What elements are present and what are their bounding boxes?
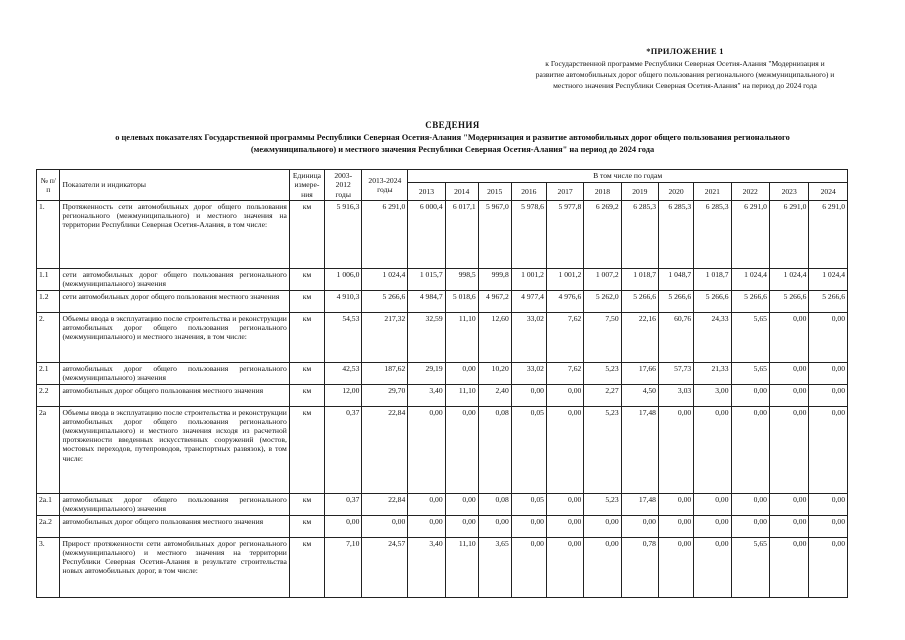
value-year: 5 967,0 xyxy=(478,201,511,269)
value-year: 1 018,7 xyxy=(621,269,658,291)
value-year: 0,00 xyxy=(809,494,848,516)
value-year: 5 978,6 xyxy=(511,201,546,269)
value-year: 0,00 xyxy=(731,516,769,538)
row-number: 1. xyxy=(37,201,60,269)
value-year: 17,48 xyxy=(621,407,658,494)
value-2013-2024: 5 266,6 xyxy=(362,291,408,313)
value-year: 6 285,3 xyxy=(658,201,693,269)
value-year: 5 977,8 xyxy=(546,201,583,269)
value-year: 2,27 xyxy=(584,385,621,407)
value-2003-2012: 1 006,0 xyxy=(325,269,362,291)
table-row xyxy=(37,407,848,494)
value-year: 60,76 xyxy=(658,313,693,363)
value-year: 32,59 xyxy=(408,313,445,363)
value-year: 12,60 xyxy=(478,313,511,363)
value-year: 7,62 xyxy=(546,363,583,385)
header-indicator: Показатели и индикаторы xyxy=(60,170,289,201)
value-year: 17,66 xyxy=(621,363,658,385)
value-year: 0,00 xyxy=(658,407,693,494)
value-year: 0,00 xyxy=(809,538,848,598)
value-year: 0,00 xyxy=(546,494,583,516)
value-year: 0,00 xyxy=(621,516,658,538)
value-year: 5 266,6 xyxy=(769,291,808,313)
value-year: 6 285,3 xyxy=(694,201,731,269)
value-year: 1 048,7 xyxy=(658,269,693,291)
value-year: 0,00 xyxy=(731,407,769,494)
header-year: 2014 xyxy=(445,183,478,201)
unit-cell: км xyxy=(289,313,324,363)
document-title xyxy=(30,119,875,156)
row-number: 3. xyxy=(37,538,60,598)
value-year: 3,00 xyxy=(694,385,731,407)
value-year: 5 018,6 xyxy=(445,291,478,313)
title-line: о целевых показателях Государственной программы Республики Северная Осетия-Алания "Модернизация и развитие автомобильных дорог общего пользования регионального xyxy=(115,133,790,143)
appendix-line: развитие автомобильных дорог общего пользования регионального (межмуниципального) и xyxy=(535,70,835,80)
row-number: 1.1 xyxy=(37,269,60,291)
value-year: 0,00 xyxy=(769,538,808,598)
value-year: 6 017,1 xyxy=(445,201,478,269)
value-year: 0,00 xyxy=(769,363,808,385)
value-year: 5,23 xyxy=(584,363,621,385)
unit-cell: км xyxy=(289,494,324,516)
unit-cell: км xyxy=(289,385,324,407)
value-year: 7,50 xyxy=(584,313,621,363)
value-year: 0,00 xyxy=(511,516,546,538)
value-year: 0,00 xyxy=(445,407,478,494)
unit-cell: км xyxy=(289,201,324,269)
appendix-heading: *ПРИЛОЖЕНИЕ 1 xyxy=(646,47,724,56)
value-year: 3,65 xyxy=(478,538,511,598)
value-year: 22,16 xyxy=(621,313,658,363)
indicator-name: Объемы ввода в эксплуатацию после строительства и реконструкции автомобильных дорог общего пользования регионального (межмуниципального) и местного значения исходя из расчетной протяженности введенных искусственных сооружений (мостов, мостовых переходов, путепроводов, транспортных развязок), в том числе: xyxy=(60,407,289,494)
value-2003-2012: 7,10 xyxy=(325,538,362,598)
value-year: 0,00 xyxy=(809,363,848,385)
value-year: 0,00 xyxy=(408,407,445,494)
unit-cell: км xyxy=(289,516,324,538)
indicator-name: автомобильных дорог общего пользования регионального (межмуниципального) значения xyxy=(60,494,289,516)
value-year: 0,08 xyxy=(478,407,511,494)
header-year: 2022 xyxy=(731,183,769,201)
value-year: 5 266,6 xyxy=(658,291,693,313)
value-year: 6 291,0 xyxy=(769,201,808,269)
value-year: 1 024,4 xyxy=(731,269,769,291)
value-year: 0,00 xyxy=(809,385,848,407)
value-year: 999,8 xyxy=(478,269,511,291)
value-year: 0,00 xyxy=(658,516,693,538)
value-year: 6 291,0 xyxy=(731,201,769,269)
value-year: 0,08 xyxy=(478,494,511,516)
value-2013-2024: 0,00 xyxy=(362,516,408,538)
value-year: 57,73 xyxy=(658,363,693,385)
appendix-line: к Государственной программе Республики Северная Осетия-Алания "Модернизация и xyxy=(545,59,825,69)
value-year: 5,65 xyxy=(731,313,769,363)
unit-cell: км xyxy=(289,538,324,598)
value-year: 11,10 xyxy=(445,385,478,407)
row-number: 1.2 xyxy=(37,291,60,313)
value-year: 1 024,4 xyxy=(769,269,808,291)
value-year: 0,00 xyxy=(769,385,808,407)
value-2013-2024: 6 291,0 xyxy=(362,201,408,269)
value-year: 4 977,4 xyxy=(511,291,546,313)
value-year: 0,00 xyxy=(445,516,478,538)
value-year: 0,00 xyxy=(769,407,808,494)
indicator-name: автомобильных дорог общего пользования местного значения xyxy=(60,516,289,538)
appendix-line: местного значения Республики Северная Осетия-Алания" на период до 2024 года xyxy=(553,81,817,91)
value-year: 10,20 xyxy=(478,363,511,385)
header-year: 2016 xyxy=(511,183,546,201)
header-num: № п/п xyxy=(37,170,60,201)
value-2003-2012: 42,53 xyxy=(325,363,362,385)
value-year: 33,02 xyxy=(511,363,546,385)
value-year: 17,48 xyxy=(621,494,658,516)
value-year: 0,00 xyxy=(769,494,808,516)
table-row xyxy=(37,494,848,516)
value-year: 0,00 xyxy=(731,494,769,516)
indicator-name: Прирост протяженности сети автомобильных дорог регионального (межмуниципального) и местного значения на территории Республики Северная Осетия-Алания в результате строительства новых автомобильных дорог, в том числе: xyxy=(60,538,289,598)
value-year: 0,00 xyxy=(658,538,693,598)
value-year: 6 291,0 xyxy=(809,201,848,269)
value-year: 4 976,6 xyxy=(546,291,583,313)
header-year: 2018 xyxy=(584,183,621,201)
table-row xyxy=(37,385,848,407)
value-2003-2012: 0,37 xyxy=(325,494,362,516)
table-row xyxy=(37,363,848,385)
unit-cell: км xyxy=(289,269,324,291)
row-number: 2. xyxy=(37,313,60,363)
table-row xyxy=(37,538,848,598)
value-year: 0,00 xyxy=(478,516,511,538)
value-year: 0,00 xyxy=(511,538,546,598)
value-year: 5,65 xyxy=(731,538,769,598)
value-year: 1 007,2 xyxy=(584,269,621,291)
value-year: 7,62 xyxy=(546,313,583,363)
value-year: 0,00 xyxy=(694,494,731,516)
value-year: 0,00 xyxy=(694,538,731,598)
indicator-name: сети автомобильных дорог общего пользования местного значения xyxy=(60,291,289,313)
value-year: 21,33 xyxy=(694,363,731,385)
value-year: 0,00 xyxy=(809,407,848,494)
row-number: 2.1 xyxy=(37,363,60,385)
value-year: 2,40 xyxy=(478,385,511,407)
value-year: 0,05 xyxy=(511,407,546,494)
value-year: 0,00 xyxy=(694,407,731,494)
value-2003-2012: 54,53 xyxy=(325,313,362,363)
header-2003-2012: 2003-2012 годы xyxy=(325,170,362,201)
value-year: 0,05 xyxy=(511,494,546,516)
value-year: 3,40 xyxy=(408,385,445,407)
value-year: 5,23 xyxy=(584,494,621,516)
value-year: 0,00 xyxy=(546,407,583,494)
value-year: 5,65 xyxy=(731,363,769,385)
row-number: 2а.2 xyxy=(37,516,60,538)
value-year: 0,00 xyxy=(584,538,621,598)
header-year: 2019 xyxy=(621,183,658,201)
value-2013-2024: 217,32 xyxy=(362,313,408,363)
value-year: 33,02 xyxy=(511,313,546,363)
header-year: 2013 xyxy=(408,183,445,201)
value-year: 0,00 xyxy=(445,363,478,385)
header-year: 2023 xyxy=(769,183,808,201)
header-unit: Единица измере-ния xyxy=(289,170,324,201)
value-year: 5 266,6 xyxy=(809,291,848,313)
row-number: 2а.1 xyxy=(37,494,60,516)
table-row xyxy=(37,313,848,363)
value-2013-2024: 187,62 xyxy=(362,363,408,385)
value-year: 1 001,2 xyxy=(511,269,546,291)
header-year: 2015 xyxy=(478,183,511,201)
value-2013-2024: 29,70 xyxy=(362,385,408,407)
value-year: 5 262,0 xyxy=(584,291,621,313)
indicator-name: сети автомобильных дорог общего пользования регионального (межмуниципального) значения xyxy=(60,269,289,291)
value-year: 3,40 xyxy=(408,538,445,598)
value-year: 6 285,3 xyxy=(621,201,658,269)
value-year: 5 266,6 xyxy=(694,291,731,313)
value-2013-2024: 24,57 xyxy=(362,538,408,598)
value-year: 0,00 xyxy=(511,385,546,407)
row-number: 2а xyxy=(37,407,60,494)
value-year: 4 967,2 xyxy=(478,291,511,313)
value-year: 0,00 xyxy=(584,516,621,538)
value-year: 5,23 xyxy=(584,407,621,494)
value-2013-2024: 22,84 xyxy=(362,494,408,516)
value-year: 0,00 xyxy=(546,538,583,598)
unit-cell: км xyxy=(289,363,324,385)
value-2003-2012: 0,37 xyxy=(325,407,362,494)
value-year: 1 024,4 xyxy=(809,269,848,291)
value-year: 0,00 xyxy=(769,516,808,538)
header-year: 2021 xyxy=(694,183,731,201)
indicator-name: автомобильных дорог общего пользования местного значения xyxy=(60,385,289,407)
value-year: 11,10 xyxy=(445,313,478,363)
indicator-name: Протяженность сети автомобильных дорог общего пользования регионального (межмуниципального) и местного значения на территории Республики Северная Осетия-Алания, в том числе: xyxy=(60,201,289,269)
header-year: 2024 xyxy=(809,183,848,201)
unit-cell: км xyxy=(289,291,324,313)
value-year: 24,33 xyxy=(694,313,731,363)
value-year: 5 266,6 xyxy=(731,291,769,313)
unit-cell: км xyxy=(289,407,324,494)
header-2013-2024: 2013-2024 годы xyxy=(362,170,408,201)
value-year: 6 269,2 xyxy=(584,201,621,269)
value-2003-2012: 5 916,3 xyxy=(325,201,362,269)
value-year: 0,78 xyxy=(621,538,658,598)
value-year: 5 266,6 xyxy=(621,291,658,313)
value-2003-2012: 4 910,3 xyxy=(325,291,362,313)
value-year: 4,50 xyxy=(621,385,658,407)
value-2013-2024: 22,84 xyxy=(362,407,408,494)
value-year: 0,00 xyxy=(658,494,693,516)
value-year: 0,00 xyxy=(694,516,731,538)
value-year: 998,5 xyxy=(445,269,478,291)
value-year: 0,00 xyxy=(809,516,848,538)
value-2003-2012: 12,00 xyxy=(325,385,362,407)
value-year: 6 000,4 xyxy=(408,201,445,269)
value-year: 0,00 xyxy=(546,385,583,407)
value-year: 1 015,7 xyxy=(408,269,445,291)
header-year: 2017 xyxy=(546,183,583,201)
value-year: 1 018,7 xyxy=(694,269,731,291)
value-year: 0,00 xyxy=(809,313,848,363)
value-2003-2012: 0,00 xyxy=(325,516,362,538)
value-2013-2024: 1 024,4 xyxy=(362,269,408,291)
value-year: 4 984,7 xyxy=(408,291,445,313)
title-line: (межмуниципального) и местного значения Республики Северная Осетия-Алания" на период до 2024 года xyxy=(250,145,655,155)
row-number: 2.2 xyxy=(37,385,60,407)
value-year: 0,00 xyxy=(408,494,445,516)
appendix-header xyxy=(500,46,870,91)
value-year: 11,10 xyxy=(445,538,478,598)
table-row xyxy=(37,516,848,538)
value-year: 3,03 xyxy=(658,385,693,407)
header-year: 2020 xyxy=(658,183,693,201)
value-year: 0,00 xyxy=(408,516,445,538)
indicator-name: автомобильных дорог общего пользования регионального (межмуниципального) значения xyxy=(60,363,289,385)
title-heading: СВЕДЕНИЯ xyxy=(425,120,480,130)
table-row xyxy=(37,291,848,313)
value-year: 29,19 xyxy=(408,363,445,385)
indicator-name: Объемы ввода в эксплуатацию после строительства и реконструкции автомобильных дорог общего пользования регионального (межмуниципального) и местного значения, в том числе: xyxy=(60,313,289,363)
table-row xyxy=(37,269,848,291)
value-year: 0,00 xyxy=(731,385,769,407)
table-row xyxy=(37,201,848,269)
value-year: 0,00 xyxy=(445,494,478,516)
value-year: 0,00 xyxy=(546,516,583,538)
value-year: 0,00 xyxy=(769,313,808,363)
indicators-table xyxy=(36,169,848,598)
header-years-group: В том числе по годам xyxy=(408,170,848,183)
value-year: 1 001,2 xyxy=(546,269,583,291)
